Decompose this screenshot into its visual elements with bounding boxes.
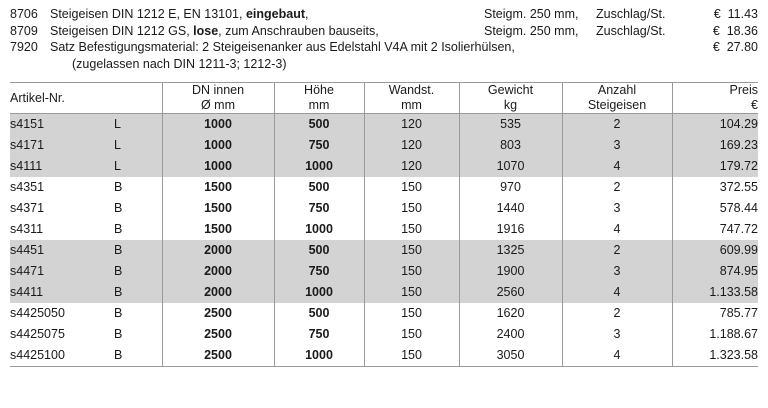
- column-header-anzahl-line1: Anzahl: [597, 83, 637, 97]
- cell-artikel: [10, 303, 162, 324]
- cell-preis: 104.29: [672, 114, 758, 136]
- cell-artikel: [10, 282, 162, 303]
- cell-dn: 2000: [162, 240, 274, 261]
- note-description-bold: lose: [193, 23, 219, 38]
- cell-gewicht: 1900: [459, 261, 562, 282]
- cell-dn: 2500: [162, 324, 274, 345]
- note-surcharge-label: Zuschlag/St.: [596, 7, 666, 21]
- cell-preis: 1.133.58: [672, 282, 758, 303]
- cell-artikel: [10, 219, 162, 240]
- cell-preis: 169.23: [672, 135, 758, 156]
- note-description-bold: eingebaut: [245, 7, 306, 21]
- cell-anzahl: 3: [562, 324, 672, 345]
- cell-artikel-letter: L: [114, 117, 121, 131]
- note-row: [10, 23, 758, 40]
- cell-gewicht: 3050: [459, 345, 562, 367]
- cell-gewicht: 2400: [459, 324, 562, 345]
- cell-artikel-number: s4411: [10, 285, 44, 299]
- table-row[interactable]: [10, 324, 758, 345]
- cell-wandstaerke: 120: [364, 135, 459, 156]
- cell-artikel: [10, 198, 162, 219]
- cell-anzahl: 2: [562, 240, 672, 261]
- cell-gewicht: 970: [459, 177, 562, 198]
- cell-artikel-letter: B: [114, 348, 123, 362]
- note-steigmass: Steigm. 250 mm,: [484, 23, 579, 38]
- cell-preis: 609.99: [672, 240, 758, 261]
- cell-hoehe: 750: [274, 135, 364, 156]
- table-row[interactable]: [10, 240, 758, 261]
- column-header-dn: [162, 83, 274, 114]
- cell-artikel: [10, 135, 162, 156]
- header-row: [10, 83, 758, 114]
- cell-anzahl: 4: [562, 282, 672, 303]
- cell-wandstaerke: 120: [364, 156, 459, 177]
- cell-dn: 2500: [162, 303, 274, 324]
- cell-dn: 1500: [162, 177, 274, 198]
- cell-artikel-letter: B: [114, 327, 123, 341]
- cell-gewicht: 535: [459, 114, 562, 136]
- column-header-gewicht-line1: Gewicht: [487, 83, 534, 97]
- cell-preis: 1.188.67: [672, 324, 758, 345]
- note-price: [692, 6, 758, 23]
- cell-dn: 2500: [162, 345, 274, 367]
- column-header-artikel-line1: Artikel-Nr.: [10, 90, 65, 105]
- price-table-header: [10, 83, 758, 114]
- cell-artikel-letter: B: [114, 201, 123, 215]
- column-header-artikel: [10, 83, 162, 114]
- note-currency: €: [713, 7, 721, 21]
- cell-anzahl: 2: [562, 177, 672, 198]
- cell-artikel: [10, 114, 162, 136]
- note-article-number: 8709: [10, 23, 38, 38]
- note-surcharge-label: Zuschlag/St.: [596, 23, 666, 38]
- cell-wandstaerke: 150: [364, 324, 459, 345]
- table-row[interactable]: [10, 135, 758, 156]
- note-description-tail: ,: [305, 7, 309, 21]
- cell-artikel-number: s4451: [10, 243, 45, 257]
- cell-wandstaerke: 150: [364, 177, 459, 198]
- cell-wandstaerke: 150: [364, 261, 459, 282]
- column-header-preis-line1: Preis: [729, 83, 758, 97]
- cell-artikel: [10, 156, 162, 177]
- cell-wandstaerke: 150: [364, 303, 459, 324]
- cell-artikel-number: s4425075: [10, 327, 65, 341]
- price-table: [10, 82, 758, 367]
- column-header-preis-line2: €: [751, 98, 758, 112]
- cell-anzahl: 3: [562, 198, 672, 219]
- cell-preis: 747.72: [672, 219, 758, 240]
- cell-preis: 1.323.58: [672, 345, 758, 367]
- column-header-anzahl: [562, 83, 672, 114]
- cell-artikel: [10, 177, 162, 198]
- column-header-anzahl-line2: Steigeisen: [587, 98, 647, 112]
- note-price-value: 18.36: [726, 23, 758, 38]
- note-description-tail: , zum Anschrauben bauseits,: [218, 23, 379, 38]
- cell-anzahl: 2: [562, 303, 672, 324]
- cell-artikel-letter: L: [114, 159, 121, 173]
- note-price: [692, 23, 758, 40]
- cell-anzahl: 3: [562, 135, 672, 156]
- note-price-value: 11.43: [727, 7, 758, 21]
- note-continuation-row: [10, 56, 758, 73]
- cell-artikel-number: s4471: [10, 264, 45, 278]
- column-header-wandstaerke: [364, 83, 459, 114]
- cell-hoehe: 750: [274, 261, 364, 282]
- cell-preis: 179.72: [672, 156, 758, 177]
- cell-artikel-number: s4425100: [10, 348, 65, 362]
- cell-wandstaerke: 150: [364, 345, 459, 367]
- cell-gewicht: 1916: [459, 219, 562, 240]
- cell-gewicht: 1070: [459, 156, 562, 177]
- table-row[interactable]: [10, 261, 758, 282]
- cell-artikel-number: s4151: [10, 117, 45, 131]
- cell-anzahl: 4: [562, 345, 672, 367]
- cell-hoehe: 500: [274, 303, 364, 324]
- note-article-number: 8706: [10, 7, 38, 21]
- note-steigmass: Steigm. 250 mm,: [484, 7, 579, 21]
- table-row[interactable]: [10, 156, 758, 177]
- cell-hoehe: 500: [274, 240, 364, 261]
- cell-anzahl: 3: [562, 261, 672, 282]
- cell-wandstaerke: 150: [364, 198, 459, 219]
- note-description: [50, 23, 484, 40]
- price-table-body: [10, 114, 758, 367]
- table-row[interactable]: [10, 198, 758, 219]
- note-article-number: 7920: [10, 40, 38, 54]
- cell-hoehe: 1000: [274, 219, 364, 240]
- column-header-gewicht: [459, 83, 562, 114]
- cell-wandstaerke: 150: [364, 240, 459, 261]
- cell-hoehe: 500: [274, 114, 364, 136]
- column-header-dn-line1: DN innen: [191, 83, 245, 97]
- cell-preis: 874.95: [672, 261, 758, 282]
- cell-artikel-letter: B: [114, 264, 123, 278]
- cell-wandstaerke: 120: [364, 114, 459, 136]
- note-price: [692, 39, 758, 56]
- column-header-hoehe-line1: Höhe: [304, 83, 334, 97]
- cell-gewicht: 803: [459, 135, 562, 156]
- note-description-plain: Steigeisen DIN 1212 E, EN 13101,: [50, 7, 246, 21]
- cell-artikel-number: s4111: [10, 159, 43, 173]
- cell-hoehe: 500: [274, 177, 364, 198]
- cell-hoehe: 1000: [274, 345, 364, 367]
- cell-preis: 785.77: [672, 303, 758, 324]
- note-description-plain: Steigeisen DIN 1212 GS,: [50, 23, 194, 38]
- cell-anzahl: 4: [562, 156, 672, 177]
- cell-dn: 1500: [162, 219, 274, 240]
- note-currency: €: [712, 23, 720, 38]
- table-row[interactable]: [10, 303, 758, 324]
- cell-artikel-number: s4311: [10, 222, 44, 236]
- cell-dn: 1000: [162, 135, 274, 156]
- note-continuation-text: (zugelassen nach DIN 1211-3; 1212-3): [72, 56, 287, 71]
- cell-hoehe: 750: [274, 198, 364, 219]
- cell-artikel: [10, 261, 162, 282]
- note-description: Satz Befestigungsmaterial: 2 Steigeisenanker aus Edelstahl V4A mit 2 Isolierhülsen,: [50, 40, 515, 54]
- cell-artikel-letter: B: [114, 222, 123, 236]
- cell-hoehe: 1000: [274, 156, 364, 177]
- column-header-wandstaerke-line2: mm: [401, 98, 422, 112]
- column-header-hoehe-line2: mm: [308, 98, 330, 112]
- column-header-hoehe: [274, 83, 364, 114]
- cell-artikel: [10, 324, 162, 345]
- cell-wandstaerke: 150: [364, 219, 459, 240]
- cell-artikel-number: s4171: [10, 138, 45, 152]
- cell-artikel-letter: B: [114, 306, 123, 320]
- notes-block: [10, 6, 758, 72]
- cell-gewicht: 1325: [459, 240, 562, 261]
- note-row: [10, 6, 758, 23]
- cell-preis: 372.55: [672, 177, 758, 198]
- table-row[interactable]: [10, 219, 758, 240]
- cell-dn: 1000: [162, 156, 274, 177]
- cell-artikel: [10, 345, 162, 367]
- cell-preis: 578.44: [672, 198, 758, 219]
- cell-dn: 2000: [162, 282, 274, 303]
- note-price-value: 27.80: [726, 40, 758, 54]
- cell-hoehe: 750: [274, 324, 364, 345]
- cell-artikel-letter: L: [114, 138, 121, 152]
- column-header-preis: [672, 83, 758, 114]
- cell-anzahl: 2: [562, 114, 672, 136]
- column-header-gewicht-line2: kg: [503, 98, 518, 112]
- cell-artikel-letter: B: [114, 180, 123, 194]
- note-row: [10, 39, 758, 56]
- column-header-dn-line2: Ø mm: [200, 98, 236, 112]
- note-currency: €: [712, 40, 720, 54]
- cell-gewicht: 2560: [459, 282, 562, 303]
- cell-dn: 1000: [162, 114, 274, 136]
- cell-dn: 2000: [162, 261, 274, 282]
- table-row[interactable]: [10, 177, 758, 198]
- note-description: [50, 6, 484, 23]
- cell-gewicht: 1620: [459, 303, 562, 324]
- cell-artikel-letter: B: [114, 243, 123, 257]
- cell-artikel-letter: B: [114, 285, 123, 299]
- cell-gewicht: 1440: [459, 198, 562, 219]
- cell-anzahl: 4: [562, 219, 672, 240]
- table-row[interactable]: [10, 345, 758, 367]
- cell-hoehe: 1000: [274, 282, 364, 303]
- cell-artikel-number: s4425050: [10, 306, 65, 320]
- table-row[interactable]: [10, 282, 758, 303]
- table-row[interactable]: [10, 114, 758, 136]
- cell-artikel: [10, 240, 162, 261]
- cell-artikel-number: s4371: [10, 201, 45, 215]
- cell-dn: 1500: [162, 198, 274, 219]
- column-header-wandstaerke-line1: Wandst.: [388, 83, 435, 97]
- cell-artikel-number: s4351: [10, 180, 45, 194]
- cell-wandstaerke: 150: [364, 282, 459, 303]
